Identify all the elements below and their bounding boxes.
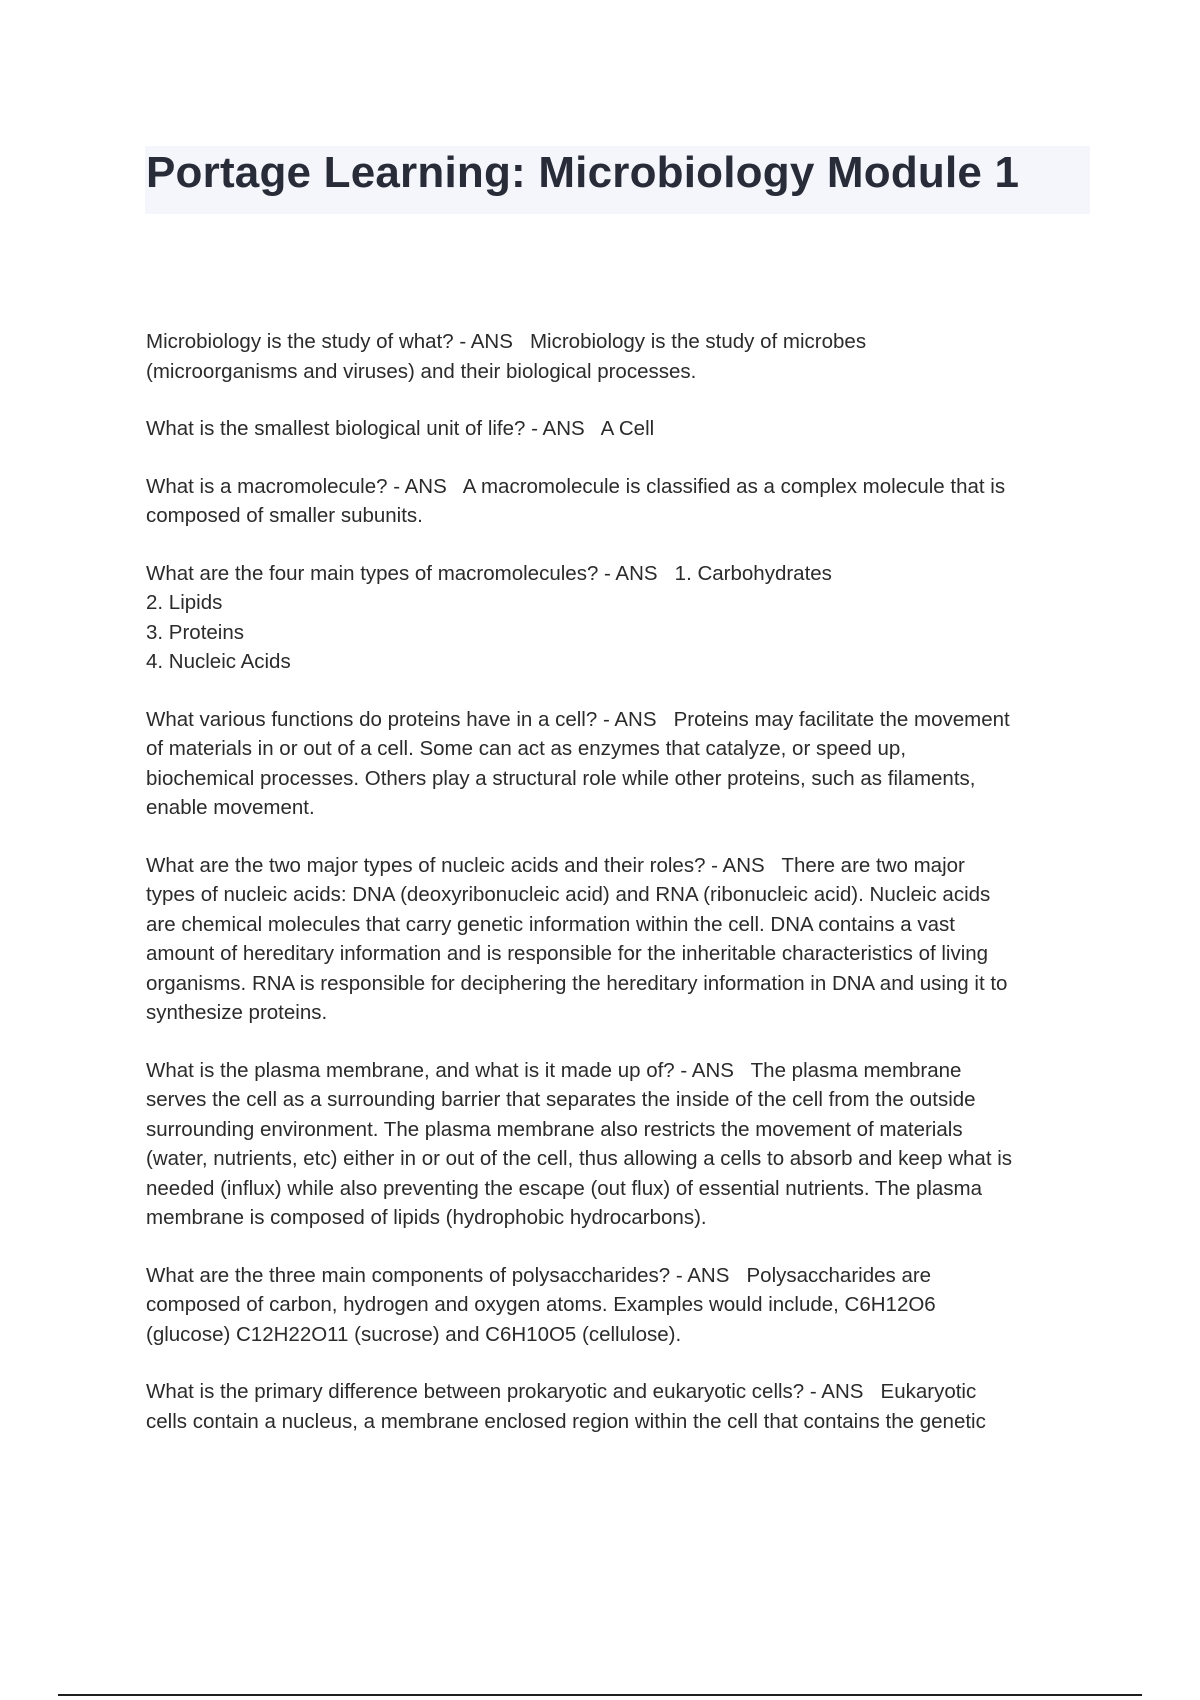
qa-entry-6: What are the two major types of nucleic acids and their roles? - ANS There are two major types of nucleic acids: DNA (deoxyribonucleic acid) and RNA (ribonucleic acid). Nucleic acids are chemical molecules that carry genetic information within the cell. DNA contains a vast amount of hereditary information and is responsible for the inheritable characteristics of living organisms. RNA is responsible for deciphering the hereditary information in DNA and using it to synthesize proteins. — [146, 853, 1008, 1024]
qa-entry-3: What is a macromolecule? - ANS A macromolecule is classified as a complex molecule that is composed of smaller subunits. — [146, 474, 1006, 527]
qa-entry-2: What is the smallest biological unit of life? - ANS A Cell — [146, 417, 655, 440]
qa-entry-9: What is the primary difference between prokaryotic and eukaryotic cells? - ANS Eukaryotic cells contain a nucleus, a membrane enclosed region within the cell that contains the genetic — [146, 1380, 986, 1433]
qa-entry-4: What are the four main types of macromolecules? - ANS 1. Carbohydrates 2. Lipids 3. Proteins 4. Nucleic Acids — [146, 561, 832, 673]
page-bottom-divider — [58, 1694, 1142, 1696]
qa-entry-1: Microbiology is the study of what? - ANS Microbiology is the study of microbes (microorganisms and viruses) and their biological processes. — [146, 330, 867, 383]
qa-list — [146, 327, 1091, 1464]
qa-entry-5: What various functions do proteins have in a cell? - ANS Proteins may facilitate the movement of materials in or out of a cell. Some can act as enzymes that catalyze, or speed up, biochemical processes. Others play a structural role while other proteins, such as filaments, enable movement. — [146, 707, 1010, 819]
page-title: Portage Learning: Microbiology Module 1 — [146, 148, 1020, 197]
qa-entry-7: What is the plasma membrane, and what is it made up of? - ANS The plasma membrane serves the cell as a surrounding barrier that separates the inside of the cell from the outside surrounding environment. The plasma membrane also restricts the movement of materials (water, nutrients, etc) either in or out of the cell, thus allowing a cells to absorb and keep what is needed (influx) while also preventing the escape (out flux) of essential nutrients. The plasma membrane is composed of lipids (hydrophobic hydrocarbons). — [146, 1058, 1013, 1229]
qa-entry-8: What are the three main components of polysaccharides? - ANS Polysaccharides are composed of carbon, hydrogen and oxygen atoms. Examples would include, C6H12O6 (glucose) C12H22O11 (sucrose) and C6H10O5 (cellulose). — [146, 1263, 936, 1346]
